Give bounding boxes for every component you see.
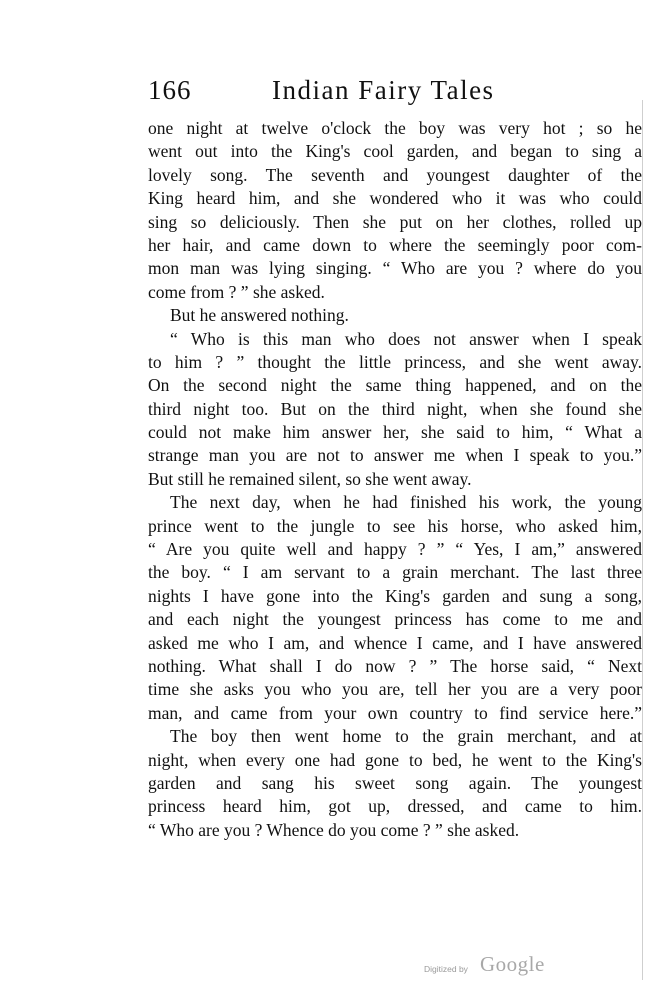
text-line: and each night the youngest princess has come to me and xyxy=(148,609,642,630)
text-line: come from ? ” she asked. xyxy=(148,281,325,302)
text-line: strange man you are not to answer me when I speak to you.” xyxy=(148,445,642,466)
text-line: third night too. But on the third night, when she found she xyxy=(148,398,642,419)
text-line: garden and sang his sweet song again. The youngest xyxy=(148,772,642,793)
text-line: one night at twelve o'clock the boy was very hot ; so he xyxy=(148,118,642,138)
text-line: On the second night the same thing happened, and on the xyxy=(148,375,642,396)
text-line: princess heard him, got up, dressed, and came to him. xyxy=(148,796,642,817)
text-line: The boy then went home to the grain merchant, and at xyxy=(170,726,642,747)
digitized-by-label: Digitized by xyxy=(424,964,468,974)
text-line: The next day, when he had finished his work, the young xyxy=(170,492,642,513)
text-line: went out into the King's cool garden, and began to sing a xyxy=(148,141,642,162)
text-line: time she asks you who you are, tell her you are a very poor xyxy=(148,679,642,700)
text-line: man, and came from your own country to find service here.” xyxy=(148,702,642,723)
text-line: “ Are you quite well and happy ? ” “ Yes, I am,” answered xyxy=(148,539,642,560)
text-line: night, when every one had gone to bed, he went to the King's xyxy=(148,749,642,770)
text-line: sing so deliciously. Then she put on her clothes, rolled up xyxy=(148,211,642,232)
text-line: King heard him, and she wondered who it was who could xyxy=(148,188,642,209)
text-line: prince went to the jungle to see his horse, who asked him, xyxy=(148,515,642,536)
running-title: Indian Fairy Tales xyxy=(272,75,495,105)
text-line: mon man was lying singing. “ Who are you ? where do you xyxy=(148,258,642,279)
text-line: nights I have gone into the King's garden and sung a song, xyxy=(148,585,642,606)
page-number: 166 xyxy=(148,75,192,105)
text-line: the boy. “ I am servant to a grain merchant. The last three xyxy=(148,562,642,583)
digitization-watermark xyxy=(424,952,584,982)
text-line: lovely song. The seventh and youngest daughter of the xyxy=(148,164,642,185)
text-line: could not make him answer her, she said to him, “ What a xyxy=(148,422,642,443)
text-line: asked me who I am, and whence I came, and I have answered xyxy=(148,632,642,653)
text-line: “ Who are you ? Whence do you come ? ” she asked. xyxy=(148,819,520,840)
google-logo: Google xyxy=(480,952,545,976)
text-line: her hair, and came down to where the seemingly poor com- xyxy=(148,234,642,255)
text-line: But he answered nothing. xyxy=(170,305,349,326)
page-edge-shadow xyxy=(642,100,643,980)
text-line: But still he remained silent, so she went away. xyxy=(148,468,472,489)
text-line: to him ? ” thought the little princess, and she went away. xyxy=(148,351,642,372)
text-line: “ Who is this man who does not answer when I speak xyxy=(170,328,642,349)
body-text xyxy=(148,117,642,842)
text-line: nothing. What shall I do now ? ” The horse said, “ Next xyxy=(148,655,642,676)
running-head xyxy=(148,72,618,112)
